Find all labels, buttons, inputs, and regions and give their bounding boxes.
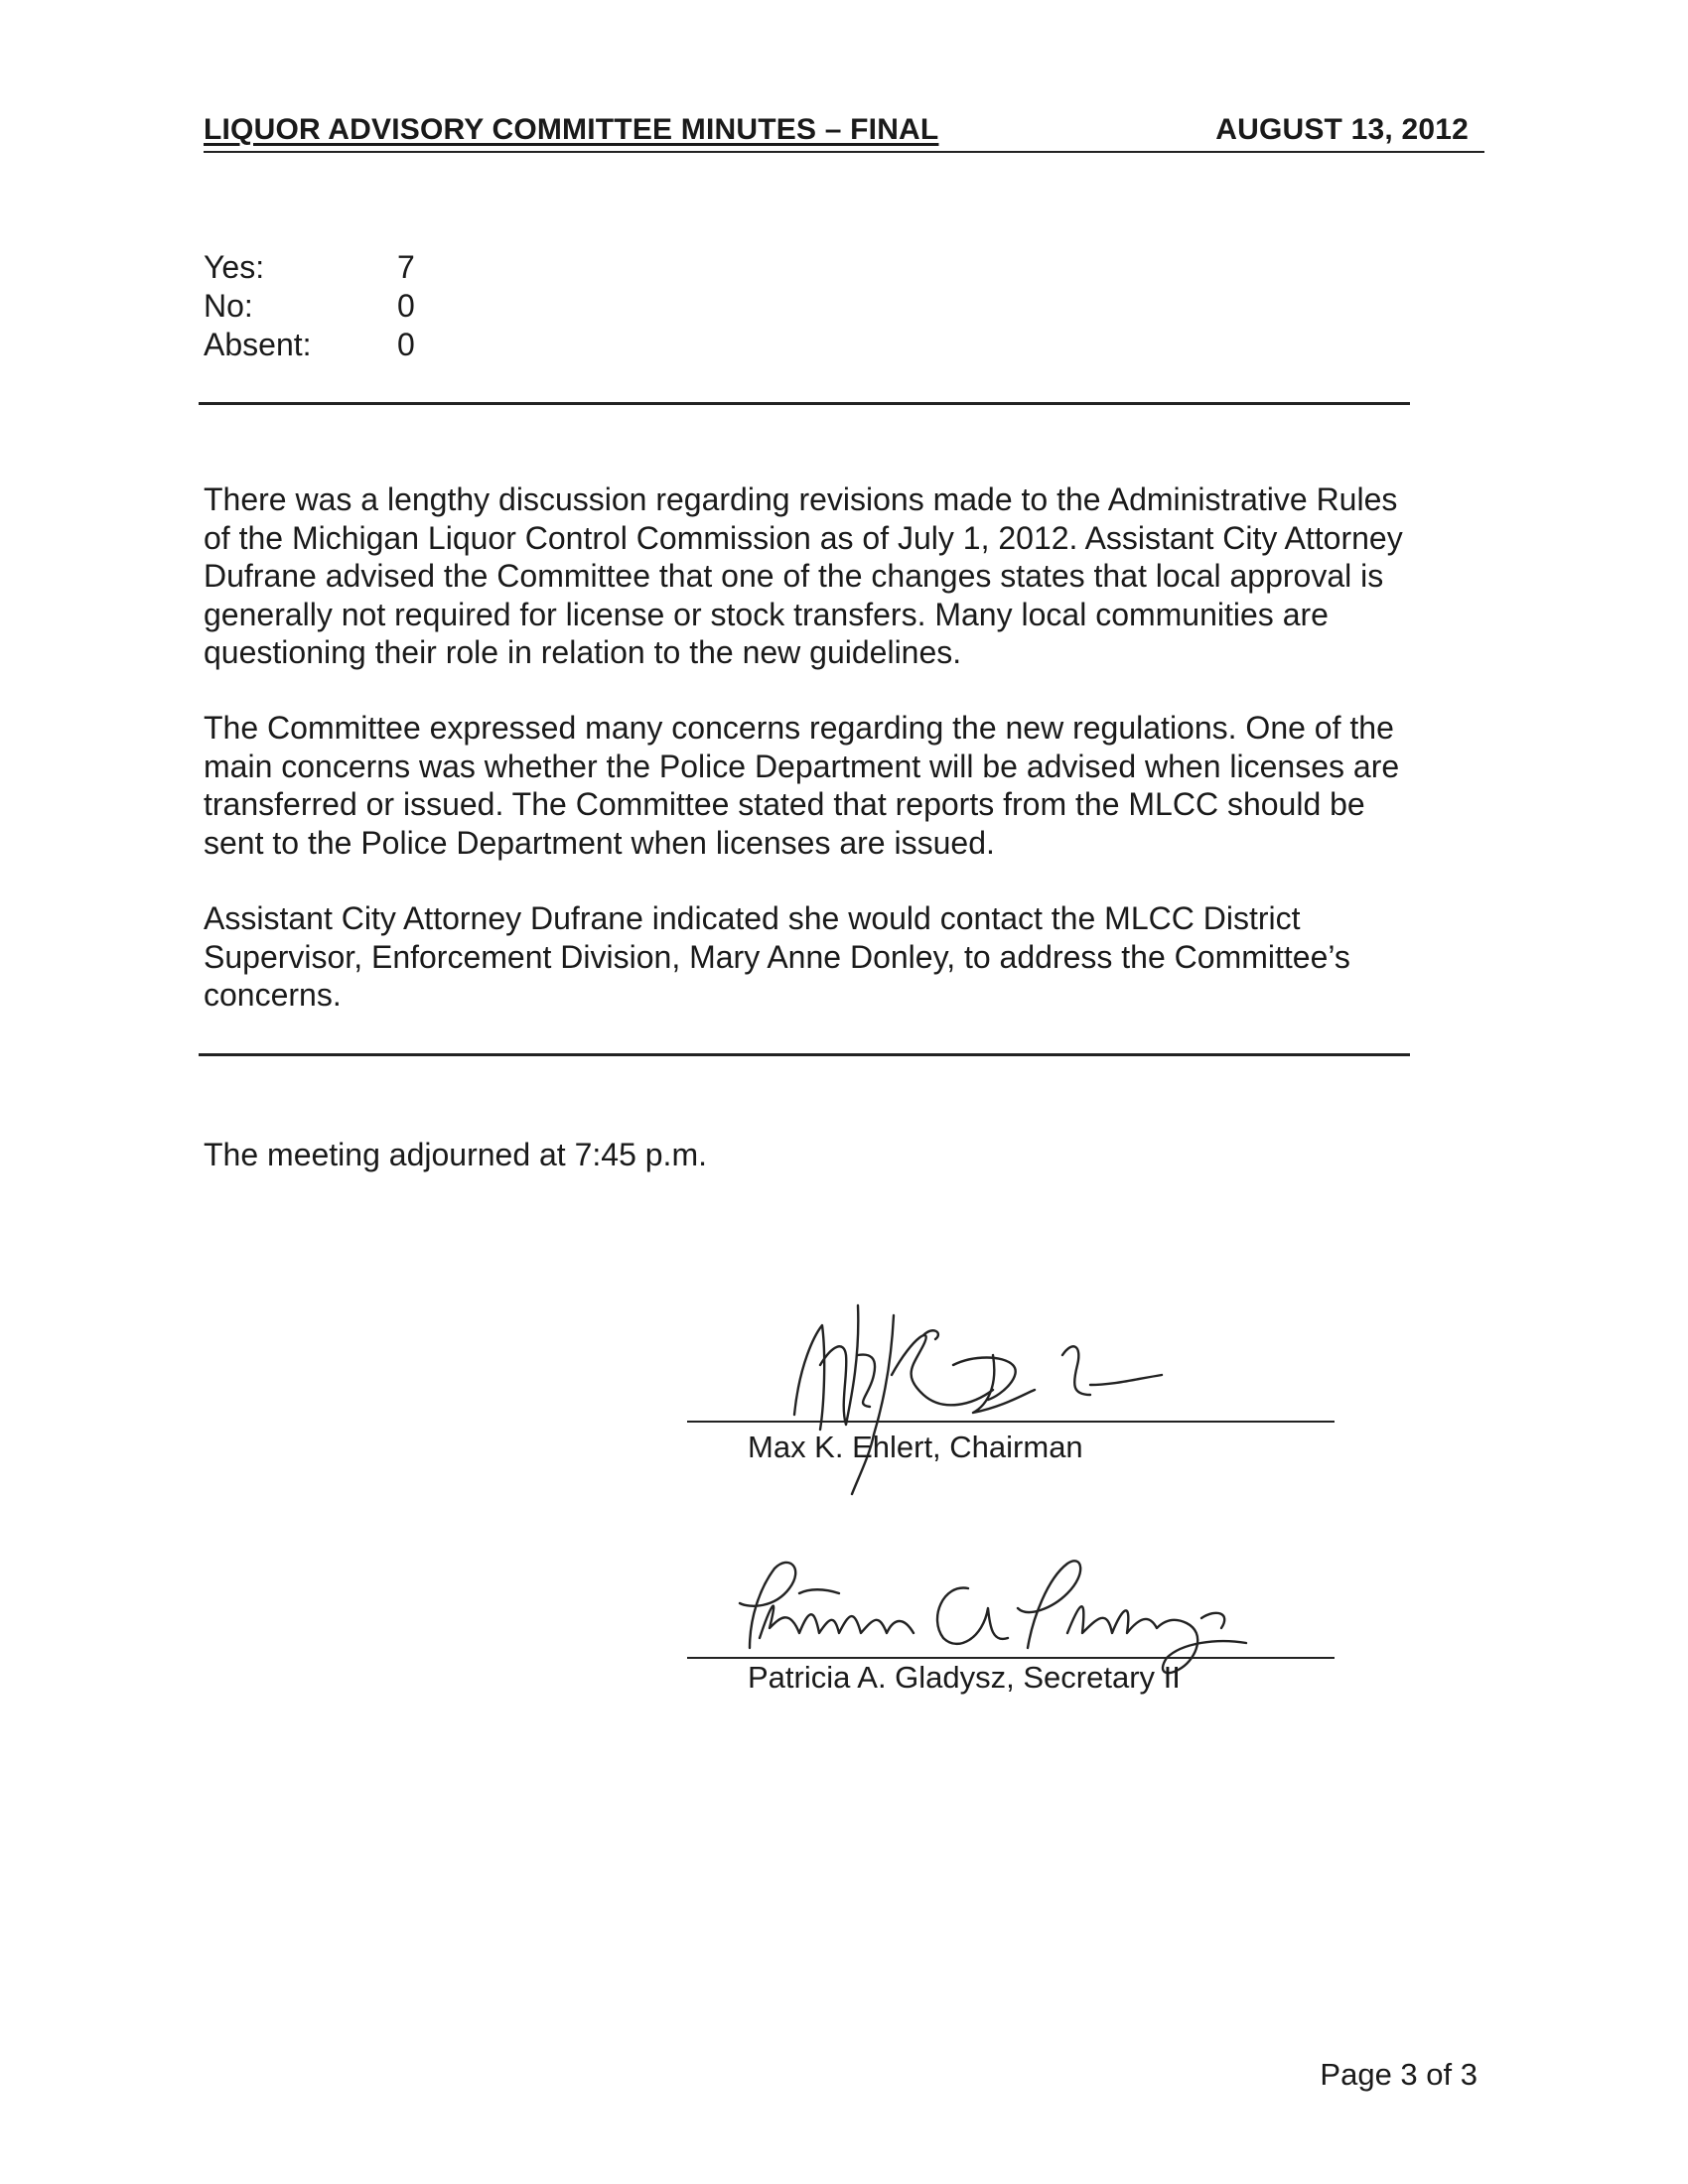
vote-row-no xyxy=(204,287,415,326)
chairman-signature-line xyxy=(687,1421,1335,1423)
meeting-date: AUGUST 13, 2012 xyxy=(1215,113,1469,146)
vote-row-yes xyxy=(204,248,415,287)
section-divider xyxy=(199,402,1410,405)
adjournment-text: The meeting adjourned at 7:45 p.m. xyxy=(204,1137,707,1172)
page-number: Page 3 of 3 xyxy=(1320,2057,1477,2092)
followup-paragraph: Assistant City Attorney Dufrane indicated she would contact the MLCC District Supervisor, Enforcement Division, Mary Anne Donley, to address the Committee’s concerns. xyxy=(204,900,1350,1013)
document-title: LIQUOR ADVISORY COMMITTEE MINUTES – FINAL xyxy=(204,113,939,146)
secretary-signature-line xyxy=(687,1657,1335,1659)
vote-row-absent xyxy=(204,326,415,364)
vote-value: 7 xyxy=(397,249,415,285)
chairman-signature xyxy=(774,1296,1201,1504)
chairman-name: Max K. Ehlert, Chairman xyxy=(748,1430,1083,1464)
section-divider xyxy=(199,1053,1410,1056)
vote-tally xyxy=(204,248,415,364)
vote-label: Yes: xyxy=(204,249,265,285)
document-header xyxy=(204,111,1484,153)
concerns-paragraph: The Committee expressed many concerns regarding the new regulations. One of the main concerns was whether the Police Department will be advised when licenses are transferred or issued. The Committee stated that reports from the MLCC should be sent to the Police Department when licenses are issued. xyxy=(204,710,1400,861)
vote-label: Absent: xyxy=(204,327,312,362)
vote-value: 0 xyxy=(397,327,415,362)
vote-value: 0 xyxy=(397,288,415,324)
secretary-name: Patricia A. Gladysz, Secretary II xyxy=(748,1660,1181,1695)
discussion-paragraph: There was a lengthy discussion regarding revisions made to the Administrative Rules of the Michigan Liquor Control Commission as of July 1, 2012. Assistant City Attorney Dufrane advised the Committee that one of the changes states that local approval is generally not required for license or stock transfers. Many local communities are questioning their role in relation to the new guidelines. xyxy=(204,481,1403,670)
vote-label: No: xyxy=(204,288,253,324)
